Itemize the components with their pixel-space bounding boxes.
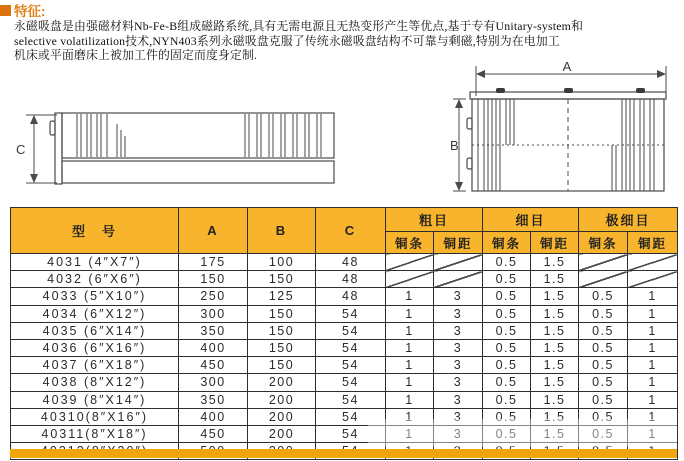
value-cell: 100 bbox=[248, 254, 316, 271]
chuck-top-outline bbox=[467, 88, 666, 191]
model-cell: 4032 (6″X6″) bbox=[11, 271, 179, 288]
value-cell: 200 bbox=[248, 408, 316, 425]
features-line: selective volatilization技术,NYN403系列永磁吸盘克服了传统永磁吸盘结构不可靠与剩磁,特别为在电加工 bbox=[14, 33, 560, 48]
empty-cell bbox=[628, 271, 678, 288]
value-cell: 0.5 bbox=[483, 288, 531, 305]
col-group-fine: 细目 bbox=[483, 208, 579, 232]
chuck-side-outline bbox=[50, 113, 334, 184]
value-cell: 300 bbox=[179, 374, 248, 391]
value-cell: 0.5 bbox=[483, 357, 531, 374]
value-cell: 450 bbox=[179, 357, 248, 374]
dim-label-c: C bbox=[16, 142, 26, 157]
empty-cell bbox=[434, 254, 483, 271]
pole-stripes bbox=[472, 99, 664, 191]
value-cell: 0.5 bbox=[483, 408, 531, 425]
value-cell: 54 bbox=[316, 322, 386, 339]
value-cell: 1.5 bbox=[531, 305, 579, 322]
value-cell: 0.5 bbox=[579, 288, 628, 305]
empty-cell bbox=[628, 254, 678, 271]
table-row bbox=[11, 254, 678, 271]
value-cell: 150 bbox=[248, 271, 316, 288]
value-cell: 250 bbox=[179, 288, 248, 305]
value-cell: 54 bbox=[316, 339, 386, 356]
subcol-fine-bar: 铜条 bbox=[483, 232, 531, 254]
value-cell: 1 bbox=[628, 339, 678, 356]
top-view-diagram bbox=[450, 58, 684, 198]
value-cell: 1.5 bbox=[531, 288, 579, 305]
subcol-fine-gap: 铜距 bbox=[531, 232, 579, 254]
model-cell: 4037 (6″X18″) bbox=[11, 357, 179, 374]
value-cell: 48 bbox=[316, 271, 386, 288]
value-cell: 1 bbox=[628, 408, 678, 425]
empty-cell bbox=[579, 254, 628, 271]
empty-cell bbox=[579, 271, 628, 288]
model-cell: 4036 (6″X16″) bbox=[11, 339, 179, 356]
value-cell: 3 bbox=[434, 357, 483, 374]
table-row bbox=[11, 391, 678, 408]
table-footer-bar bbox=[10, 449, 677, 458]
value-cell: 450 bbox=[179, 425, 248, 442]
value-cell: 1.5 bbox=[531, 322, 579, 339]
value-cell: 0.5 bbox=[483, 391, 531, 408]
dimension-c-arrow bbox=[16, 115, 57, 183]
value-cell: 200 bbox=[248, 374, 316, 391]
model-cell: 4034 (6″X12″) bbox=[11, 305, 179, 322]
value-cell: 3 bbox=[434, 374, 483, 391]
value-cell: 0.5 bbox=[483, 305, 531, 322]
value-cell: 48 bbox=[316, 254, 386, 271]
value-cell: 350 bbox=[179, 322, 248, 339]
value-cell: 3 bbox=[434, 391, 483, 408]
features-section bbox=[0, 0, 684, 63]
col-header-a: A bbox=[179, 208, 248, 254]
empty-cell bbox=[386, 254, 434, 271]
value-cell: 400 bbox=[179, 339, 248, 356]
value-cell: 1 bbox=[386, 357, 434, 374]
value-cell: 0.5 bbox=[483, 322, 531, 339]
model-cell: 4035 (6″X14″) bbox=[11, 322, 179, 339]
table-row bbox=[11, 374, 678, 391]
value-cell: 400 bbox=[179, 408, 248, 425]
subcol-coarse-bar: 铜条 bbox=[386, 232, 434, 254]
features-paragraph bbox=[14, 19, 674, 63]
value-cell: 1.5 bbox=[531, 391, 579, 408]
features-line: 永磁吸盘是由强磁材料Nb-Fe-B组成磁路系统,具有无需电源且无热变形产生等优点,基于专有Unitary-system和 bbox=[14, 19, 584, 33]
value-cell: 0.5 bbox=[579, 374, 628, 391]
value-cell: 0.5 bbox=[579, 425, 628, 442]
value-cell: 0.5 bbox=[483, 254, 531, 271]
table-row bbox=[11, 271, 678, 288]
value-cell: 1 bbox=[628, 357, 678, 374]
value-cell: 3 bbox=[434, 288, 483, 305]
value-cell: 150 bbox=[179, 271, 248, 288]
value-cell: 1.5 bbox=[531, 339, 579, 356]
table-row bbox=[11, 408, 678, 425]
value-cell: 1 bbox=[386, 374, 434, 391]
features-line: 机床或平面磨床上被加工件的固定而度身定制. bbox=[14, 48, 258, 63]
value-cell: 350 bbox=[179, 391, 248, 408]
value-cell: 150 bbox=[248, 322, 316, 339]
spec-table-body bbox=[11, 254, 678, 460]
bolt-icon bbox=[496, 88, 505, 93]
model-cell: 4033 (5″X10″) bbox=[11, 288, 179, 305]
value-cell: 54 bbox=[316, 357, 386, 374]
dimension-b-arrow bbox=[450, 99, 466, 191]
col-header-model: 型 号 bbox=[11, 208, 179, 254]
subcol-coarse-gap: 铜距 bbox=[434, 232, 483, 254]
subcol-xfine-bar: 铜条 bbox=[579, 232, 628, 254]
value-cell: 150 bbox=[248, 339, 316, 356]
table-row bbox=[11, 288, 678, 305]
model-cell: 40310(8″X16″) bbox=[11, 408, 179, 425]
col-group-extra-fine: 极细目 bbox=[579, 208, 678, 232]
value-cell: 48 bbox=[316, 288, 386, 305]
value-cell: 1 bbox=[628, 322, 678, 339]
value-cell: 1 bbox=[628, 288, 678, 305]
subcol-xfine-gap: 铜距 bbox=[628, 232, 678, 254]
table-row bbox=[11, 322, 678, 339]
value-cell: 0.5 bbox=[579, 339, 628, 356]
col-header-c: C bbox=[316, 208, 386, 254]
pole-stripes bbox=[77, 114, 321, 157]
col-header-b: B bbox=[248, 208, 316, 254]
table-row bbox=[11, 339, 678, 356]
value-cell: 54 bbox=[316, 408, 386, 425]
empty-cell bbox=[386, 271, 434, 288]
value-cell: 0.5 bbox=[483, 339, 531, 356]
table-row bbox=[11, 357, 678, 374]
value-cell: 1.5 bbox=[531, 374, 579, 391]
value-cell: 0.5 bbox=[579, 357, 628, 374]
value-cell: 125 bbox=[248, 288, 316, 305]
value-cell: 175 bbox=[179, 254, 248, 271]
value-cell: 1.5 bbox=[531, 357, 579, 374]
value-cell: 1 bbox=[386, 322, 434, 339]
model-cell: 4039 (8″X14″) bbox=[11, 391, 179, 408]
value-cell: 1.5 bbox=[531, 425, 579, 442]
features-title: 特征: bbox=[14, 4, 46, 19]
value-cell: 1 bbox=[386, 425, 434, 442]
value-cell: 3 bbox=[434, 425, 483, 442]
table-row bbox=[11, 305, 678, 322]
value-cell: 0.5 bbox=[579, 305, 628, 322]
dim-label-b: B bbox=[450, 138, 459, 153]
model-cell: 40311(8″X18″) bbox=[11, 425, 179, 442]
table-row bbox=[11, 425, 678, 442]
spec-table bbox=[10, 207, 678, 460]
value-cell: 3 bbox=[434, 322, 483, 339]
section-bullet-icon bbox=[0, 5, 11, 16]
value-cell: 54 bbox=[316, 374, 386, 391]
value-cell: 1 bbox=[386, 288, 434, 305]
side-view-diagram bbox=[13, 84, 348, 198]
value-cell: 54 bbox=[316, 425, 386, 442]
model-cell: 4038 (8″X12″) bbox=[11, 374, 179, 391]
value-cell: 300 bbox=[179, 305, 248, 322]
value-cell: 3 bbox=[434, 339, 483, 356]
dim-label-a: A bbox=[562, 59, 572, 74]
value-cell: 1.5 bbox=[531, 408, 579, 425]
value-cell: 0.5 bbox=[483, 374, 531, 391]
value-cell: 0.5 bbox=[483, 271, 531, 288]
value-cell: 0.5 bbox=[579, 391, 628, 408]
value-cell: 200 bbox=[248, 425, 316, 442]
value-cell: 1 bbox=[628, 425, 678, 442]
value-cell: 0.5 bbox=[483, 425, 531, 442]
bolt-icon bbox=[564, 88, 573, 93]
value-cell: 200 bbox=[248, 391, 316, 408]
value-cell: 1 bbox=[628, 305, 678, 322]
value-cell: 1.5 bbox=[531, 254, 579, 271]
col-group-coarse: 粗目 bbox=[386, 208, 483, 232]
value-cell: 1 bbox=[386, 305, 434, 322]
empty-cell bbox=[434, 271, 483, 288]
value-cell: 150 bbox=[248, 357, 316, 374]
model-cell: 4031 (4″X7″) bbox=[11, 254, 179, 271]
value-cell: 150 bbox=[248, 305, 316, 322]
value-cell: 54 bbox=[316, 305, 386, 322]
value-cell: 1 bbox=[386, 339, 434, 356]
value-cell: 3 bbox=[434, 408, 483, 425]
value-cell: 1 bbox=[386, 408, 434, 425]
value-cell: 3 bbox=[434, 305, 483, 322]
value-cell: 1 bbox=[386, 391, 434, 408]
value-cell: 1.5 bbox=[531, 271, 579, 288]
value-cell: 0.5 bbox=[579, 408, 628, 425]
value-cell: 54 bbox=[316, 391, 386, 408]
bolt-icon bbox=[636, 88, 645, 93]
value-cell: 1 bbox=[628, 374, 678, 391]
value-cell: 1 bbox=[628, 391, 678, 408]
value-cell: 0.5 bbox=[579, 322, 628, 339]
